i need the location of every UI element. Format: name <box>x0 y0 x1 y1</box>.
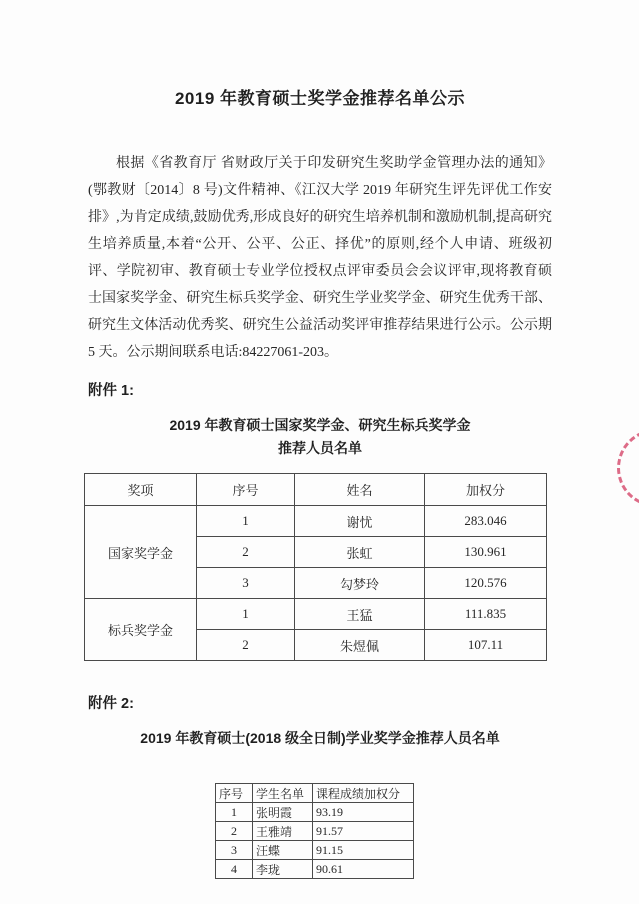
name-cell: 王猛 <box>295 599 425 630</box>
table-row <box>216 860 414 879</box>
score-cell: 93.19 <box>313 803 414 822</box>
score-cell: 283.046 <box>425 506 547 537</box>
name-cell: 朱煜佩 <box>295 630 425 661</box>
academic-award-table-body <box>216 803 414 879</box>
name-cell: 勾梦玲 <box>295 568 425 599</box>
name-cell: 张虹 <box>295 537 425 568</box>
index-cell: 1 <box>197 506 295 537</box>
attachment-1-title-line2: 推荐人员名单 <box>278 440 362 456</box>
notice-body-paragraph: 根据《省教育厅 省财政厅关于印发研究生奖助学金管理办法的通知》(鄂教财〔2014〕8 号)文件精神、《江汉大学 2019 年研究生评先评优工作安排》,为肯定成绩,鼓励优秀,形成良好的研究生培养机制和激励机制,提高研究生培养质量,本着“公开、公平、公正、择优”的原则,经个人申请、班级初评、学院初审、教育硕士专业学位授权点评审委员会会议评审,现将教育硕士国家奖学金、研究生标兵奖学金、研究生学业奖学金、研究生优秀干部、研究生文体活动优秀奖、研究生公益活动奖评审推荐结果进行公示。公示期 5 天。公示期间联系电话:84227061-203。 <box>88 156 552 360</box>
attachment-2-label: 附件 2: <box>88 696 134 712</box>
academic-award-table <box>215 783 414 879</box>
index-cell: 2 <box>197 537 295 568</box>
name-cell: 王雅靖 <box>253 822 313 841</box>
index-cell: 3 <box>197 568 295 599</box>
name-cell: 谢忧 <box>295 506 425 537</box>
index-cell: 2 <box>216 822 253 841</box>
score-cell: 91.15 <box>313 841 414 860</box>
score-cell: 111.835 <box>425 599 547 630</box>
index-cell: 1 <box>216 803 253 822</box>
attachment-2-title: 2019 年教育硕士(2018 级全日制)学业奖学金推荐人员名单 <box>140 730 500 746</box>
attachment-1-title <box>88 414 552 460</box>
index-cell: 3 <box>216 841 253 860</box>
award-table-header-row <box>85 474 547 506</box>
name-cell: 张明霞 <box>253 803 313 822</box>
award-table-body <box>85 506 547 661</box>
column-header: 奖项 <box>85 474 197 506</box>
page-title: 2019 年教育硕士奖学金推荐名单公示 <box>174 89 466 108</box>
table-row <box>85 506 547 537</box>
score-cell: 120.576 <box>425 568 547 599</box>
index-cell: 2 <box>197 630 295 661</box>
table-row <box>216 841 414 860</box>
name-cell: 汪蝶 <box>253 841 313 860</box>
score-cell: 107.11 <box>425 630 547 661</box>
column-header: 加权分 <box>425 474 547 506</box>
award-table <box>84 473 547 661</box>
score-cell: 90.61 <box>313 860 414 879</box>
award-name-cell: 标兵奖学金 <box>85 599 197 661</box>
document-content <box>88 0 552 879</box>
award-name-cell: 国家奖学金 <box>85 506 197 599</box>
score-cell: 91.57 <box>313 822 414 841</box>
column-header: 姓名 <box>295 474 425 506</box>
index-cell: 1 <box>197 599 295 630</box>
column-header: 课程成绩加权分 <box>313 784 414 803</box>
column-header: 序号 <box>197 474 295 506</box>
table-row <box>85 599 547 630</box>
score-cell: 130.961 <box>425 537 547 568</box>
name-cell: 李珑 <box>253 860 313 879</box>
table-row <box>216 822 414 841</box>
academic-award-table-header-row <box>216 784 414 803</box>
red-seal-stamp-partial <box>610 422 639 515</box>
index-cell: 4 <box>216 860 253 879</box>
column-header: 序号 <box>216 784 253 803</box>
attachment-1-title-line1: 2019 年教育硕士国家奖学金、研究生标兵奖学金 <box>169 417 471 433</box>
table-row <box>216 803 414 822</box>
attachment-1-label: 附件 1: <box>88 383 134 399</box>
column-header: 学生名单 <box>253 784 313 803</box>
